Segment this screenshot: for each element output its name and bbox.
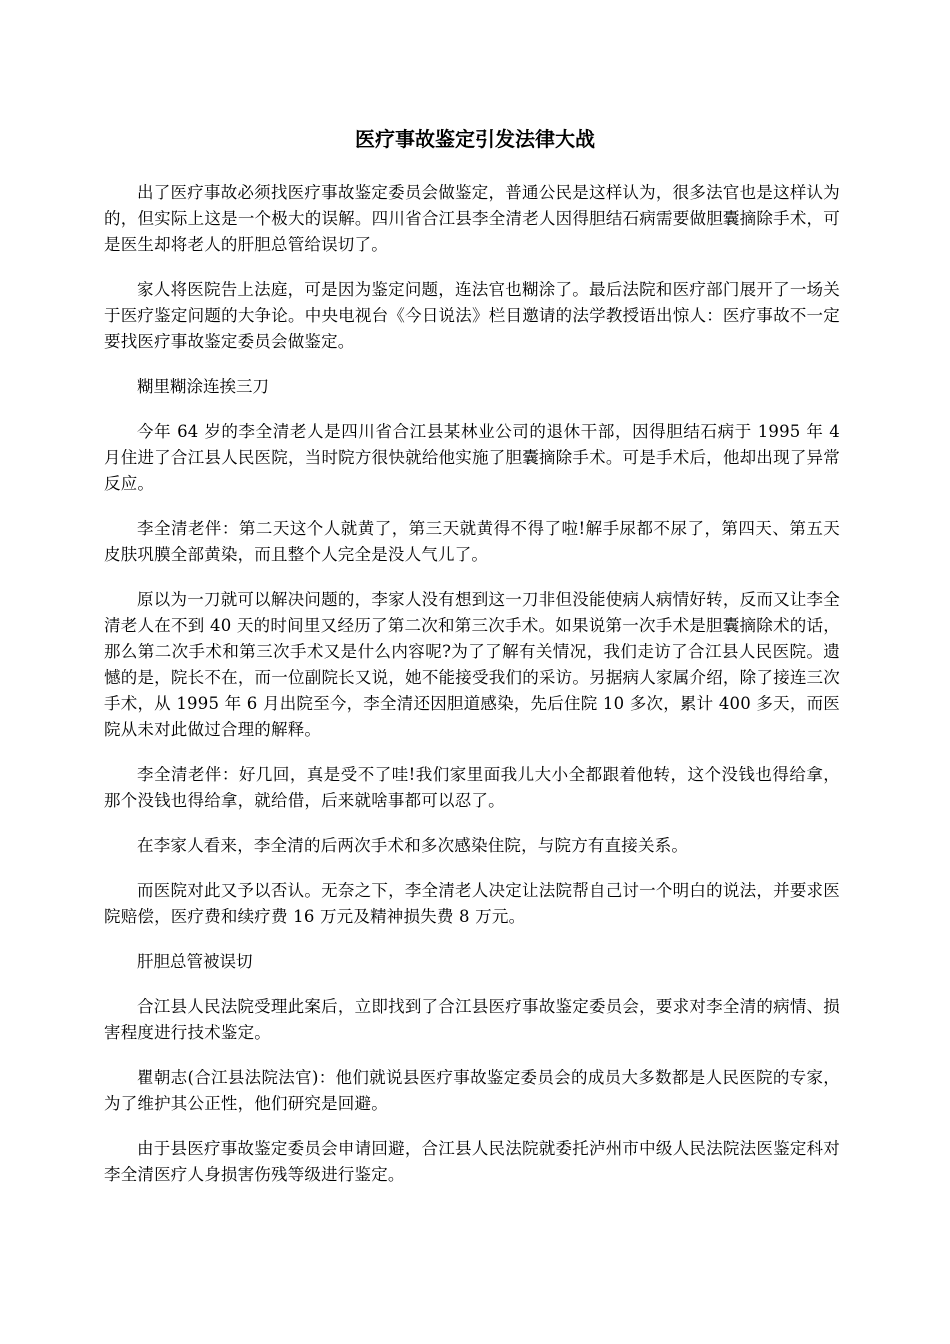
paragraph: 瞿朝志(合江县法院法官)：他们就说县医疗事故鉴定委员会的成员大多数都是人民医院的专家，为了维护其公正性，他们研究是回避。 [104, 1068, 840, 1113]
paragraph: 今年 64 岁的李全清老人是四川省合江县某林业公司的退休干部，因得胆结石病于 1995 年 4 月住进了合江县人民医院，当时院方很快就给他实施了胆囊摘除手术。可是手术后，他却出现了异常反应。 [104, 422, 840, 493]
section-heading: 糊里糊涂连挨三刀 [137, 377, 269, 396]
paragraph: 合江县人民法院受理此案后，立即找到了合江县医疗事故鉴定委员会，要求对李全清的病情、损害程度进行技术鉴定。 [104, 997, 840, 1042]
paragraph: 出了医疗事故必须找医疗事故鉴定委员会做鉴定，普通公民是这样认为，很多法官也是这样认为的，但实际上这是一个极大的误解。四川省合江县李全清老人因得胆结石病需要做胆囊摘除手术，可是医生却将老人的肝胆总管给误切了。 [104, 183, 840, 254]
document-body [104, 180, 840, 1207]
paragraph: 而医院对此又予以否认。无奈之下，李全清老人决定让法院帮自己讨一个明白的说法，并要求医院赔偿，医疗费和续疗费 16 万元及精神损失费 8 万元。 [104, 881, 840, 926]
paragraph: 由于县医疗事故鉴定委员会申请回避，合江县人民法院就委托泸州市中级人民法院法医鉴定科对李全清医疗人身损害伤残等级进行鉴定。 [104, 1139, 840, 1184]
paragraph: 原以为一刀就可以解决问题的，李家人没有想到这一刀非但没能使病人病情好转，反而又让李全清老人在不到 40 天的时间里又经历了第二次和第三次手术。如果说第一次手术是胆囊摘除术的话，那么第二次手术和第三次手术又是什么内容呢?为了了解有关情况，我们走访了合江县人民医院。遗憾的是，院长不在，而一位副院长又说，她不能接受我们的采访。另据病人家属介绍，除了接连三次手术，从 1995 年 6 月出院至今，李全清还因胆道感染，先后住院 10 多次，累计 400 多天，而医院从未对此做过合理的解释。 [104, 590, 840, 739]
section-heading: 肝胆总管被误切 [137, 952, 253, 971]
paragraph: 在李家人看来，李全清的后两次手术和多次感染住院，与院方有直接关系。 [137, 836, 689, 855]
paragraph: 家人将医院告上法庭，可是因为鉴定问题，连法官也糊涂了。最后法院和医疗部门展开了一场关于医疗鉴定问题的大争论。中央电视台《今日说法》栏目邀请的法学教授语出惊人：医疗事故不一定要找医疗事故鉴定委员会做鉴定。 [104, 280, 840, 351]
paragraph: 李全清老伴：第二天这个人就黄了，第三天就黄得不得了啦!解手尿都不尿了，第四天、第五天皮肤巩膜全部黄染，而且整个人完全是没人气儿了。 [104, 519, 840, 564]
document-title: 医疗事故鉴定引发法律大战 [355, 127, 595, 151]
paragraph: 李全清老伴：好几回，真是受不了哇!我们家里面我儿大小全都跟着他转，这个没钱也得给拿，那个没钱也得给拿，就给借，后来就啥事都可以忍了。 [104, 765, 840, 810]
